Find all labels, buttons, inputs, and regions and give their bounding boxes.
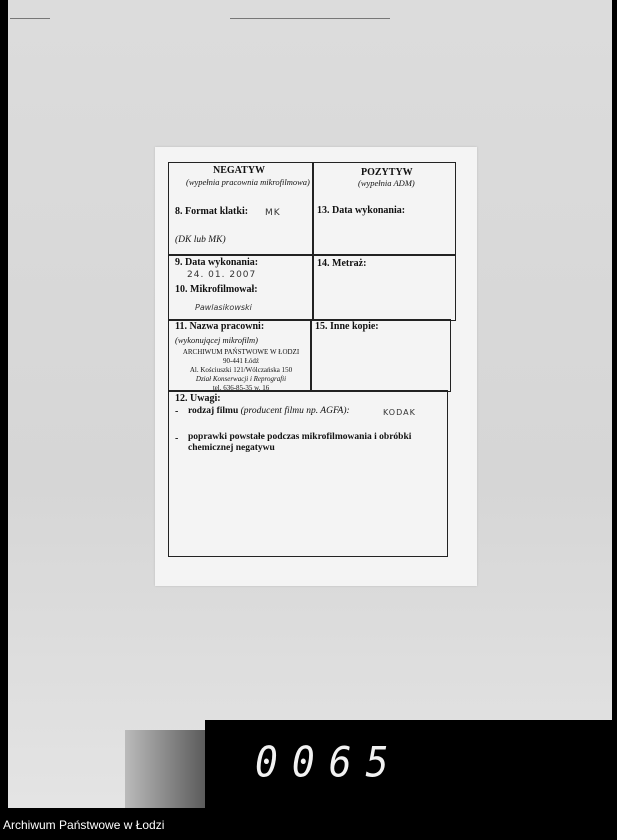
field14-label: 14. Metraż:	[317, 258, 367, 269]
remark-film-type	[188, 406, 350, 416]
workshop-stamp	[173, 348, 309, 393]
field12-label: 12. Uwagi:	[175, 393, 221, 404]
field8-value: MK	[265, 208, 281, 218]
remark-film-label: rodzaj filmu	[188, 406, 239, 416]
field15-label: 15. Inne kopie:	[315, 321, 379, 332]
remark-corrections-line1: poprawki powstałe podczas mikrofilmowania i obróbki	[188, 432, 412, 442]
field10-label: 10. Mikrofilmował:	[175, 284, 258, 295]
field9-value: 24. 01. 2007	[187, 270, 257, 280]
film-edge-line	[10, 18, 50, 19]
field9-label: 9. Data wykonania:	[175, 257, 259, 268]
negatyw-subtitle: (wypełnia pracownia mikrofilmowa)	[186, 177, 310, 187]
field10-signature: Pawlasikowski	[195, 303, 252, 312]
bullet: -	[175, 406, 179, 417]
field13-label: 13. Data wykonania:	[317, 205, 406, 216]
stamp-line: 90-441 Łódź	[223, 357, 259, 365]
frame-counter: 0065	[255, 737, 403, 787]
field8-label: 8. Format klatki:	[175, 206, 249, 217]
remark-corrections-line2: chemicznej negatywu	[188, 443, 275, 453]
pozytyw-subtitle: (wypełnia ADM)	[358, 178, 415, 188]
film-producent-value: KODAK	[383, 408, 416, 417]
field8-hint: (DK lub MK)	[175, 235, 226, 245]
pozytyw-title: POZYTYW	[361, 167, 413, 178]
stamp-line: ARCHIWUM PAŃSTWOWE W ŁODZI	[182, 348, 300, 356]
film-edge-line	[230, 18, 390, 19]
film-shadow	[125, 730, 210, 808]
remark-film-hint: (producent filmu np. AGFA):	[240, 406, 350, 416]
stamp-line: tel. 636-85-35 w. 16	[212, 384, 270, 392]
footer-bar	[0, 808, 617, 840]
field11-label: 11. Nazwa pracowni:	[175, 321, 265, 332]
form-card	[155, 147, 477, 586]
stamp-line: Dział Konserwacji i Reprografii	[195, 375, 287, 383]
field11-hint: (wykonującej mikrofilm)	[175, 335, 259, 345]
bullet: -	[175, 433, 179, 444]
footer-archive-name: Archiwum Państwowe w Łodzi	[3, 818, 165, 832]
negatyw-title: NEGATYW	[213, 165, 266, 176]
stamp-line: Al. Kościuszki 121/Wólczańska 150	[189, 366, 293, 374]
